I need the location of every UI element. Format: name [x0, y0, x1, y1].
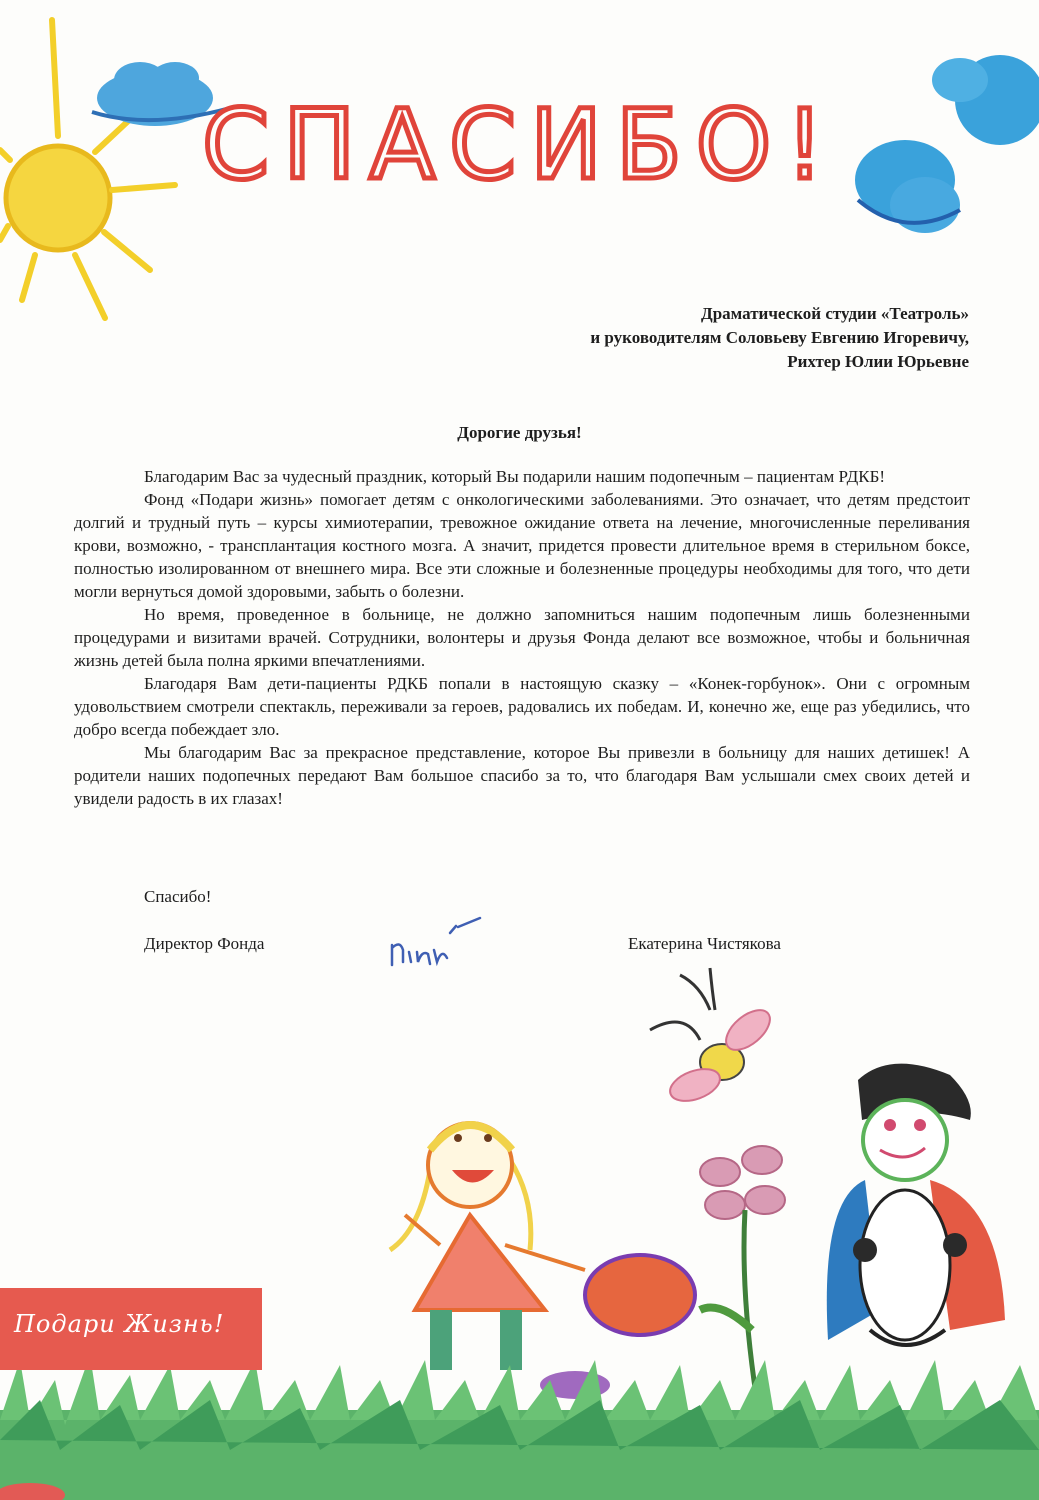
body-paragraph: Благодаря Вам дети-пациенты РДКБ попали в настоящую сказку – «Конек-горбунок». Они с огромным удовольствием смотрели спектакль, переживали за героев, радовались их победам. И, конечно же, еще раз убедились, что добро всегда побеждает зло.	[74, 674, 970, 739]
logo-text: Подари Жизнь!	[14, 1310, 225, 1338]
body-paragraph: Но время, проведенное в больнице, не должно запомниться нашим подопечным лишь болезненными процедурами и визитами врачей. Сотрудники, волонтеры и друзья Фонда делают все возможное, чтобы и больничная жизнь детей была полна яркими впечатлениями.	[74, 605, 970, 670]
recipient-line: Драматической студии «Театроль»	[701, 304, 969, 323]
signature-name: Екатерина Чистякова	[628, 934, 781, 953]
bee-drawing	[650, 968, 777, 1107]
letter-body	[74, 465, 970, 810]
flower-drawing	[700, 1146, 785, 1420]
closing-thanks: Спасибо!	[144, 887, 212, 906]
greeting: Дорогие друзья!	[457, 423, 582, 442]
cloud-drawing-right	[855, 55, 1039, 233]
body-paragraph: Фонд «Подари жизнь» помогает детям с онкологическими заболеваниями. Это означает, что детям предстоит долгий и трудный путь – курсы химиотерапии, тревожное ожидание ответа на лечение, многочисленные переливания крови, возможно, - трансплантация костного мозга. А значит, придется провести длительное время в стерильном боксе, полностью изолированном от внешнего мира. Все эти сложные и болезненные процедуры необходимы для того, что дети могли вернуться домой здоровыми, забыть о болезни.	[74, 490, 970, 601]
boy-drawing	[827, 1064, 1005, 1345]
body-paragraph: Благодарим Вас за чудесный праздник, который Вы подарили нашим подопечным – пациентам РДКБ!	[144, 467, 886, 486]
recipient-line: Рихтер Юлии Юрьевне	[787, 352, 969, 371]
girl-drawing	[390, 1123, 695, 1399]
recipient-line: и руководителям Соловьеву Евгению Игоревичу,	[590, 328, 969, 347]
foundation-logo	[0, 1288, 262, 1370]
grass-drawing	[0, 1355, 1039, 1500]
signature-role: Директор Фонда	[144, 934, 265, 953]
body-paragraph: Мы благодарим Вас за прекрасное представление, которое Вы привезли в больницу для наших детишек! А родители наших подопечных передают Вам большое спасибо за то, что благодаря Вам услышали смех своих детей и увидели радость в их глазах!	[74, 743, 970, 808]
title-heading: СПАСИБО!	[202, 89, 838, 201]
director-signature	[392, 918, 480, 965]
recipient-block	[269, 302, 969, 374]
